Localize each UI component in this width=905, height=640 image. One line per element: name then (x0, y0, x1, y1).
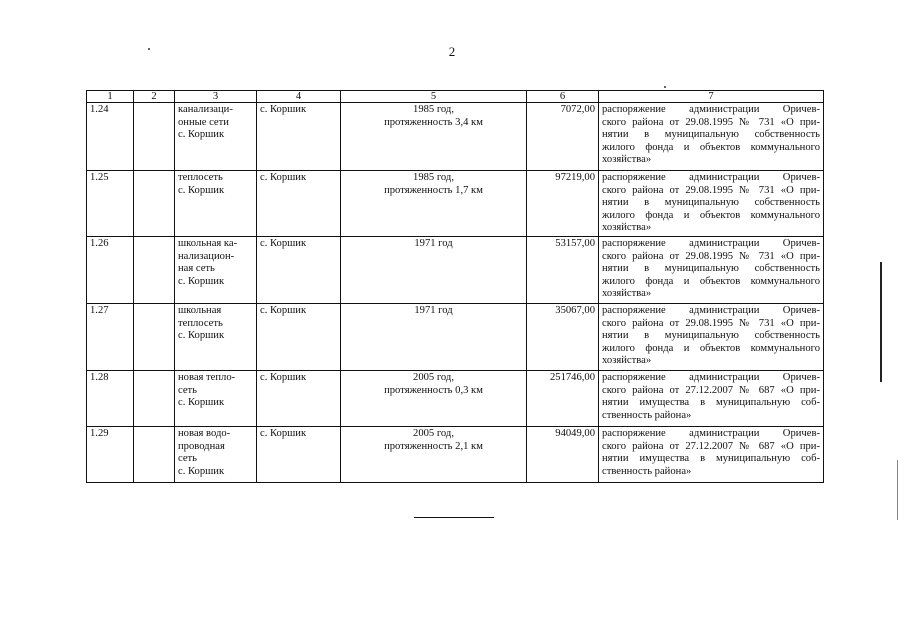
object-characteristics (341, 171, 527, 237)
basis-line: нятии в муниципальную собственность (602, 330, 820, 341)
column-header: 4 (257, 91, 341, 103)
object-name (175, 427, 257, 483)
ownership-basis (599, 103, 824, 171)
basis-line: нятии имущества в муниципальную соб- (602, 453, 820, 464)
row-col2 (134, 304, 175, 371)
scan-speck (148, 48, 150, 50)
basis-line: ственность района» (602, 465, 692, 477)
object-location: с. Коршик (257, 171, 341, 237)
object-cost: 53157,00 (527, 237, 599, 304)
object-name-line: с. Коршик (178, 184, 225, 196)
basis-line: жилого фонда и объектов коммунального (602, 141, 820, 153)
row-number: 1.26 (87, 237, 134, 304)
column-header: 5 (341, 91, 527, 103)
object-cost: 7072,00 (527, 103, 599, 171)
basis-line: жилого фонда и объектов коммунального (602, 209, 820, 221)
object-name-line: с. Коршик (178, 129, 225, 140)
object-name-line: школьная (178, 305, 222, 316)
property-table (86, 90, 824, 483)
table-row (87, 237, 824, 304)
object-characteristics (341, 304, 527, 371)
basis-line: распоряжение администрации Оричев- (602, 104, 820, 115)
object-name-line: с. Коршик (178, 397, 225, 408)
object-name (175, 171, 257, 237)
characteristics-line: 1971 год (414, 305, 453, 316)
ownership-basis (599, 371, 824, 427)
ownership-basis (599, 237, 824, 304)
table-row (87, 103, 824, 171)
basis-line: нятии в муниципальную собственность (602, 129, 820, 140)
basis-line: распоряжение администрации Оричев- (602, 372, 820, 383)
row-col2 (134, 171, 175, 237)
object-name-line: канализаци- (178, 104, 233, 115)
basis-line: ского района от 27.12.2007 № 687 «О при- (602, 384, 820, 396)
row-col2 (134, 237, 175, 304)
characteristics-line: протяженность 3,4 км (384, 116, 483, 128)
object-location: с. Коршик (257, 237, 341, 304)
column-header: 1 (87, 91, 134, 103)
object-name-line: новая водо- (178, 428, 231, 439)
basis-line: распоряжение администрации Оричев- (602, 428, 820, 439)
object-name-line: ная сеть (178, 263, 215, 274)
object-characteristics (341, 371, 527, 427)
object-name (175, 371, 257, 427)
basis-line: жилого фонда и объектов коммунального (602, 275, 820, 287)
table-row (87, 304, 824, 371)
row-number: 1.24 (87, 103, 134, 171)
object-name (175, 237, 257, 304)
page-number: 2 (448, 44, 456, 59)
object-name-line: проводная (178, 440, 225, 452)
characteristics-line: 2005 год, (413, 428, 454, 439)
column-header: 7 (599, 91, 824, 103)
table-header-row (87, 91, 824, 103)
table-row (87, 171, 824, 237)
object-name-line: новая тепло- (178, 372, 236, 383)
basis-line: хозяйства» (602, 355, 652, 366)
ownership-basis (599, 304, 824, 371)
table-row (87, 427, 824, 483)
table-row (87, 371, 824, 427)
object-cost: 94049,00 (527, 427, 599, 483)
object-characteristics (341, 237, 527, 304)
basis-line: ского района от 29.08.1995 № 731 «О при- (602, 184, 820, 196)
basis-line: хозяйства» (602, 222, 652, 233)
basis-line: ственность района» (602, 409, 692, 421)
object-name-line: сеть (178, 384, 197, 396)
basis-line: жилого фонда и объектов коммунального (602, 342, 820, 354)
object-cost: 35067,00 (527, 304, 599, 371)
row-number: 1.29 (87, 427, 134, 483)
basis-line: хозяйства» (602, 154, 652, 165)
object-name (175, 103, 257, 171)
basis-line: распоряжение администрации Оричев- (602, 172, 820, 183)
row-number: 1.25 (87, 171, 134, 237)
object-name-line: теплосеть (178, 317, 223, 329)
characteristics-line: 1985 год, (413, 104, 454, 115)
characteristics-line: 1985 год, (413, 172, 454, 183)
row-number: 1.28 (87, 371, 134, 427)
basis-line: ского района от 27.12.2007 № 687 «О при- (602, 440, 820, 452)
row-number: 1.27 (87, 304, 134, 371)
closing-rule (414, 517, 494, 518)
object-name-line: школьная ка- (178, 238, 238, 249)
object-location: с. Коршик (257, 103, 341, 171)
object-cost: 97219,00 (527, 171, 599, 237)
object-cost: 251746,00 (527, 371, 599, 427)
object-name-line: теплосеть (178, 172, 223, 183)
ownership-basis (599, 171, 824, 237)
basis-line: распоряжение администрации Оричев- (602, 305, 820, 316)
row-col2 (134, 371, 175, 427)
object-name-line: нализацион- (178, 250, 235, 262)
scan-edge-mark (880, 262, 882, 382)
basis-line: распоряжение администрации Оричев- (602, 238, 820, 249)
basis-line: ского района от 29.08.1995 № 731 «О при- (602, 116, 820, 128)
row-col2 (134, 103, 175, 171)
basis-line: ского района от 29.08.1995 № 731 «О при- (602, 317, 820, 329)
object-name-line: сеть (178, 453, 197, 464)
object-location: с. Коршик (257, 371, 341, 427)
scan-speck (664, 86, 666, 88)
characteristics-line: протяженность 0,3 км (384, 384, 483, 396)
object-name-line: с. Коршик (178, 465, 225, 477)
column-header: 2 (134, 91, 175, 103)
scan-edge-mark (897, 460, 898, 520)
basis-line: нятии в муниципальную собственность (602, 263, 820, 274)
column-header: 3 (175, 91, 257, 103)
object-name (175, 304, 257, 371)
characteristics-line: протяженность 2,1 км (384, 440, 483, 452)
object-location: с. Коршик (257, 304, 341, 371)
characteristics-line: протяженность 1,7 км (384, 184, 483, 196)
object-name-line: с. Коршик (178, 330, 225, 341)
object-name-line: с. Коршик (178, 275, 225, 287)
object-name-line: онные сети (178, 116, 229, 128)
object-location: с. Коршик (257, 427, 341, 483)
basis-line: хозяйства» (602, 288, 652, 299)
basis-line: нятии имущества в муниципальную соб- (602, 397, 820, 408)
basis-line: ского района от 29.08.1995 № 731 «О при- (602, 250, 820, 262)
characteristics-line: 2005 год, (413, 372, 454, 383)
ownership-basis (599, 427, 824, 483)
basis-line: нятии в муниципальную собственность (602, 197, 820, 208)
characteristics-line: 1971 год (414, 238, 453, 249)
object-characteristics (341, 103, 527, 171)
table-body (87, 103, 824, 483)
column-header: 6 (527, 91, 599, 103)
object-characteristics (341, 427, 527, 483)
row-col2 (134, 427, 175, 483)
